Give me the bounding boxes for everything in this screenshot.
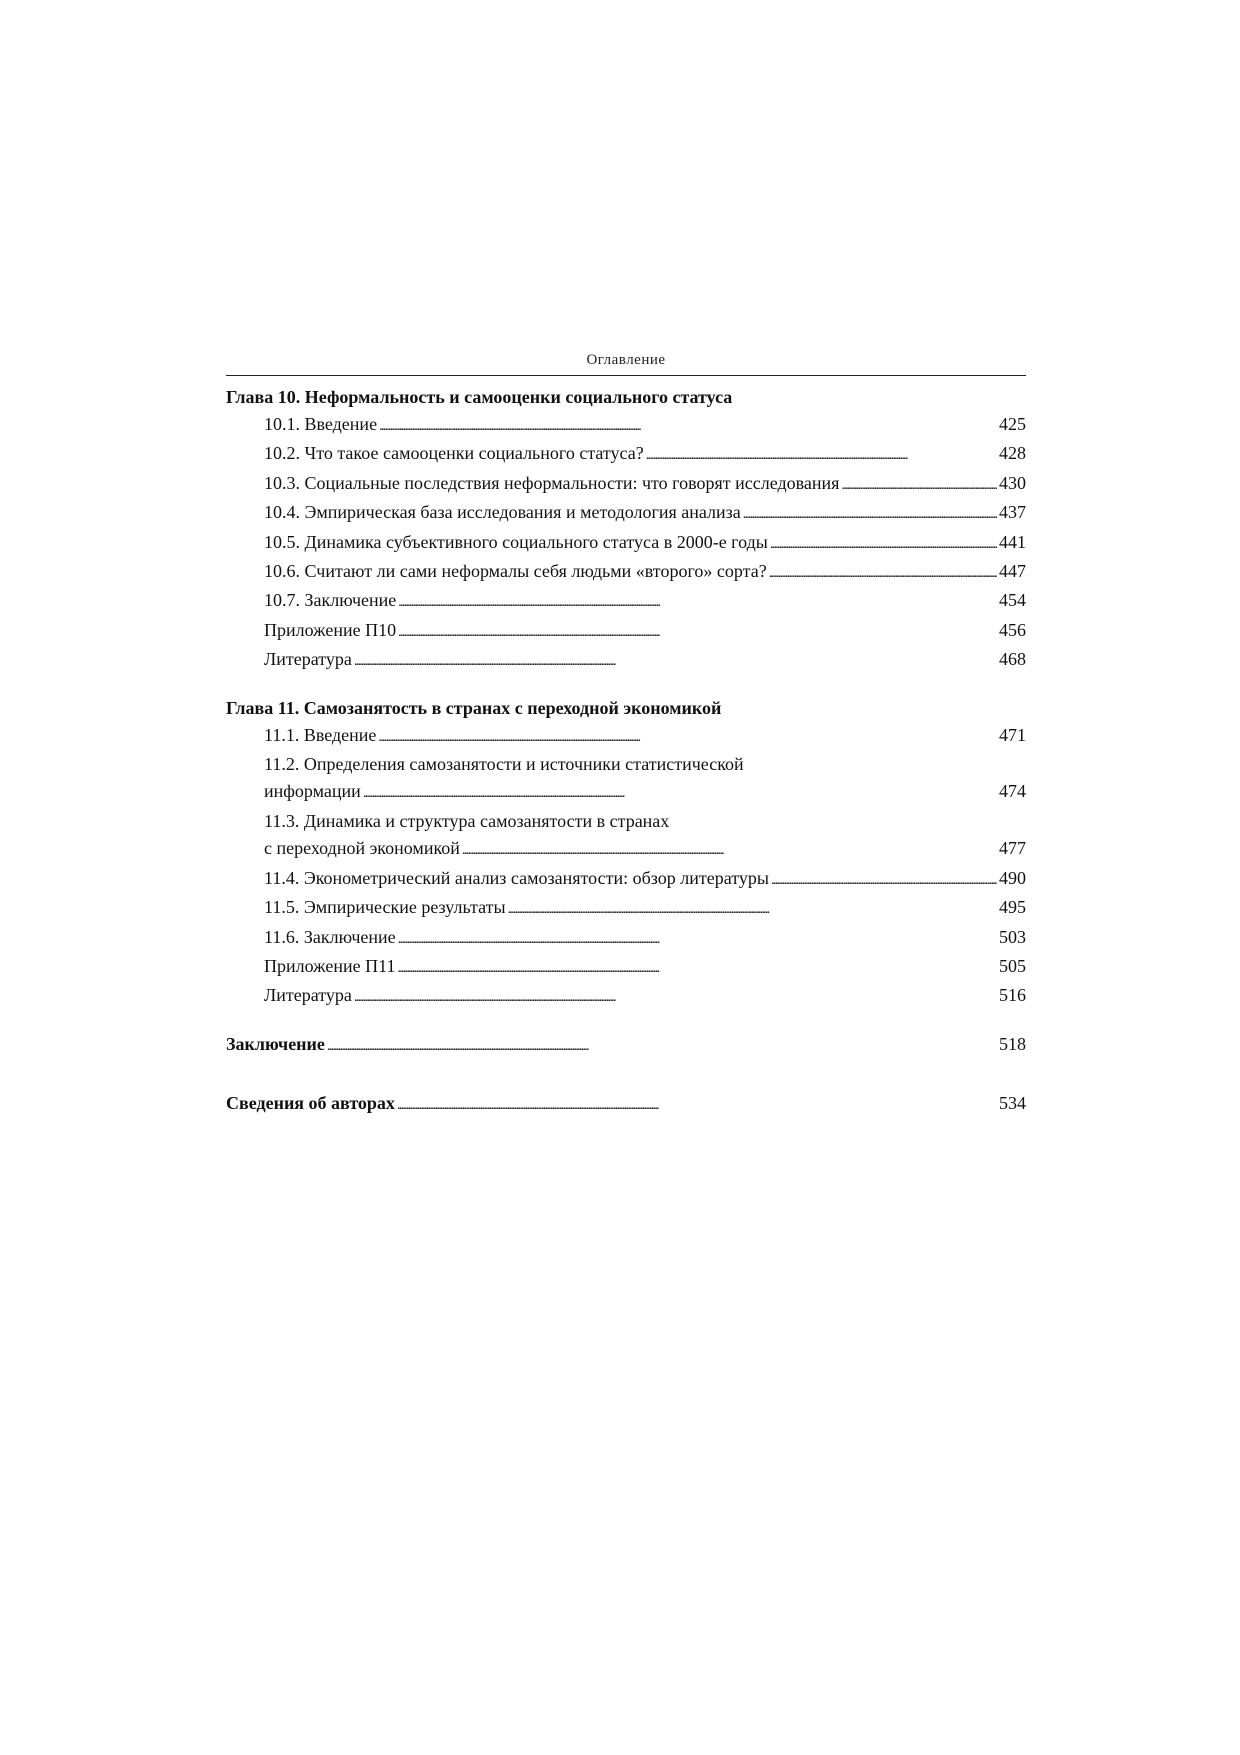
toc-page-number: 468 — [999, 649, 1026, 670]
running-head: Оглавление — [226, 352, 1026, 376]
chapter-title[interactable]: Глава 10. Неформальность и самооценки социального статуса — [226, 387, 733, 407]
toc-entry-label: Литература — [264, 985, 352, 1006]
toc-entry[interactable] — [226, 587, 1026, 616]
toc-entry — [226, 835, 1026, 864]
toc-entry[interactable] — [226, 558, 1026, 587]
toc-entry[interactable] — [226, 440, 1026, 469]
toc-entry-label: 11.6. Заключение — [264, 926, 396, 947]
dot-leader — [354, 982, 997, 1011]
toc-entry-label: информации — [264, 781, 361, 802]
dot-leader — [354, 646, 997, 675]
dot-leader — [379, 411, 997, 440]
toc-entry-label: Сведения об авторах — [226, 1093, 395, 1114]
toc-page-number: 425 — [999, 414, 1026, 434]
toc-page-number: 430 — [999, 472, 1026, 493]
toc-page-number: 477 — [999, 838, 1026, 859]
toc-page-number: 516 — [999, 985, 1026, 1006]
toc-entry[interactable] — [226, 470, 1026, 499]
toc-page-number: 437 — [999, 502, 1026, 523]
toc-entry-label: 10.6. Считают ли сами неформалы себя людьми «второго» сорта? — [264, 561, 767, 582]
toc-entry-label: Заключение — [226, 1033, 325, 1054]
toc-page-number: 454 — [999, 590, 1026, 611]
dot-leader — [398, 617, 997, 646]
toc-entry-label: 10.7. Заключение — [264, 590, 397, 611]
toc-entry[interactable] — [226, 529, 1026, 558]
toc-page-number: 495 — [999, 897, 1026, 918]
toc-page-number: 441 — [999, 531, 1026, 552]
chapter-11 — [226, 695, 1026, 1012]
table-of-contents — [226, 352, 1026, 1120]
toc-entry-label: 10.4. Эмпирическая база исследования и методология анализа — [264, 502, 741, 523]
toc-entry-conclusion[interactable] — [226, 1031, 1026, 1060]
toc-page-number: 490 — [999, 867, 1026, 888]
toc-entry-first-line: 11.3. Динамика и структура самозанятости в странах — [264, 810, 670, 831]
toc-entry-label: Приложение П10 — [264, 619, 397, 640]
dot-leader — [841, 470, 997, 499]
conclusion-section — [226, 1031, 1026, 1060]
toc-entry — [226, 778, 1026, 807]
toc-page-number: 456 — [999, 619, 1026, 640]
toc-entry-label: 10.5. Динамика субъективного социального статуса в 2000-е годы — [264, 531, 768, 552]
dot-leader — [363, 778, 997, 807]
toc-entry[interactable] — [226, 953, 1026, 982]
toc-entry-multiline[interactable] — [226, 751, 1026, 808]
toc-page-number: 503 — [999, 926, 1026, 947]
toc-page-number: 505 — [999, 955, 1026, 976]
toc-entry-authors[interactable] — [226, 1090, 1026, 1119]
toc-entry[interactable] — [226, 894, 1026, 923]
dot-leader — [397, 953, 997, 982]
chapter-title[interactable]: Глава 11. Самозанятость в странах с переходной экономикой — [226, 697, 722, 718]
dot-leader — [646, 440, 997, 469]
toc-page-number: 428 — [999, 443, 1026, 464]
dot-leader — [327, 1031, 997, 1060]
toc-entry[interactable] — [226, 722, 1026, 751]
toc-page-number: 534 — [999, 1093, 1026, 1114]
dot-leader — [769, 558, 997, 587]
toc-entry[interactable] — [226, 924, 1026, 953]
dot-leader — [378, 722, 997, 751]
toc-entry-label: 11.4. Эконометрический анализ самозанятости: обзор литературы — [264, 867, 769, 888]
toc-entry-label: 11.1. Введение — [264, 724, 377, 745]
dot-leader — [508, 894, 997, 923]
toc-page-number: 471 — [999, 724, 1026, 745]
toc-entry[interactable] — [226, 982, 1026, 1011]
dot-leader — [771, 865, 997, 894]
authors-section — [226, 1090, 1026, 1119]
toc-page-number: 518 — [999, 1033, 1026, 1054]
toc-entry-label: 10.1. Введение — [264, 414, 378, 434]
toc-entry-label: Приложение П11 — [264, 955, 396, 976]
chapter-10 — [226, 384, 1026, 676]
dot-leader — [462, 835, 997, 864]
dot-leader — [743, 499, 997, 528]
toc-entry-label: 10.3. Социальные последствия неформальности: что говорят исследования — [264, 472, 840, 493]
dot-leader — [397, 1090, 997, 1119]
dot-leader — [770, 529, 997, 558]
toc-entry[interactable] — [226, 411, 1026, 440]
dot-leader — [398, 587, 997, 616]
toc-entry-label: с переходной экономикой — [264, 838, 460, 859]
toc-entry-label: 11.5. Эмпирические результаты — [264, 897, 506, 918]
dot-leader — [398, 924, 997, 953]
toc-page-number: 474 — [999, 781, 1026, 802]
toc-entry[interactable] — [226, 499, 1026, 528]
toc-page-number: 447 — [999, 561, 1026, 582]
toc-entry-multiline[interactable] — [226, 808, 1026, 865]
toc-entry[interactable] — [226, 646, 1026, 675]
toc-entry[interactable] — [226, 617, 1026, 646]
toc-entry-label: 10.2. Что такое самооценки социального статуса? — [264, 443, 644, 464]
toc-entry-label: Литература — [264, 649, 352, 670]
toc-entry-first-line: 11.2. Определения самозанятости и источники статистической — [264, 754, 744, 775]
toc-entry[interactable] — [226, 865, 1026, 894]
